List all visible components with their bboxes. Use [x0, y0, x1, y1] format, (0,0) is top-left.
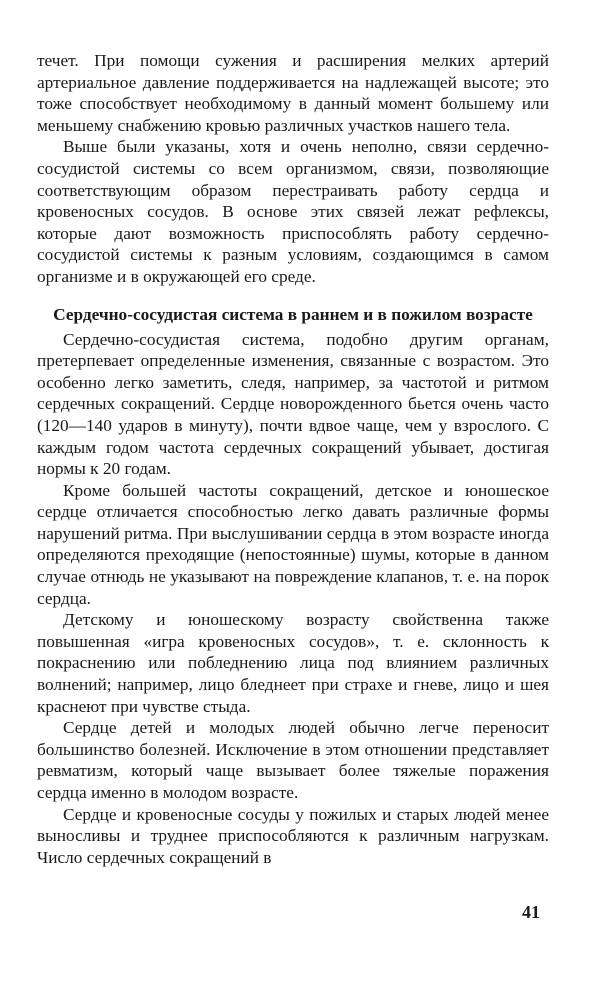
paragraph-elderly: Сердце и кровеносные сосуды у пожилых и старых людей менее выносливы и труднее приспособляются к различным нагрузкам. Число сердечных сокращений в [37, 804, 549, 867]
paragraph-rhythm-disorders: Кроме большей частоты сокращений, детское и юношеское сердце отличается способностью легко давать различные формы нарушений ритма. При выслушивании сердца в этом возрасте иногда определяются преходящие (непостоянные) шумы, которые в данном случае отнюдь не указывают на повреждение клапанов, т. е. на порок сердца. [37, 480, 549, 608]
paragraph-vessel-play: Детскому и юношескому возрасту свойственна также повышенная «игра кровеносных сосудов», т. е. склонность к покраснению или побледнению лица под влиянием различных волнений; например, лицо бледнеет при страхе и гневе, лицо и шея краснеют при чувстве стыда. [37, 610, 549, 716]
paragraph-continuation: течет. При помощи сужения и расширения мелких артерий артериальное давление поддерживается на надлежащей высоте; это тоже способствует необходимому в данный момент большему или меньшему снабжению кровью различных участков нашего тела. [37, 51, 549, 135]
page-number: 41 [522, 902, 540, 922]
page-body [37, 50, 549, 868]
paragraph-reflexes: Выше были указаны, хотя и очень неполно, связи сердечно-сосудистой системы со всем организмом, связи, позволяющие соответствующим образом перестраивать работу сердца и кровеносных сосудов. В основе этих связей лежат рефлексы, которые дают возможность приспособлять работу сердечно-сосудистой системы к разным условиям, создающимся в самом организме и в окружающей его среде. [37, 137, 549, 286]
section-heading: Сердечно-сосудистая система в раннем и в пожилом возрасте [53, 304, 533, 324]
paragraph-diseases: Сердце детей и молодых людей обычно легче переносит большинство болезней. Исключение в этом отношении представляет ревматизм, который чаще вызывает более тяжелые поражения сердца именно в молодом возрасте. [37, 718, 549, 802]
paragraph-age-changes: Сердечно-сосудистая система, подобно другим органам, претерпевает определенные изменения, связанные с возрастом. Это особенно легко заметить, следя, например, за частотой и ритмом сердечных сокращений. Сердце новорожденного бьется очень часто (120—140 ударов в минуту), почти вдвое чаще, чем у взрослого. С каждым годом частота сердечных сокращений убывает, достигая нормы к 20 годам. [37, 329, 549, 479]
